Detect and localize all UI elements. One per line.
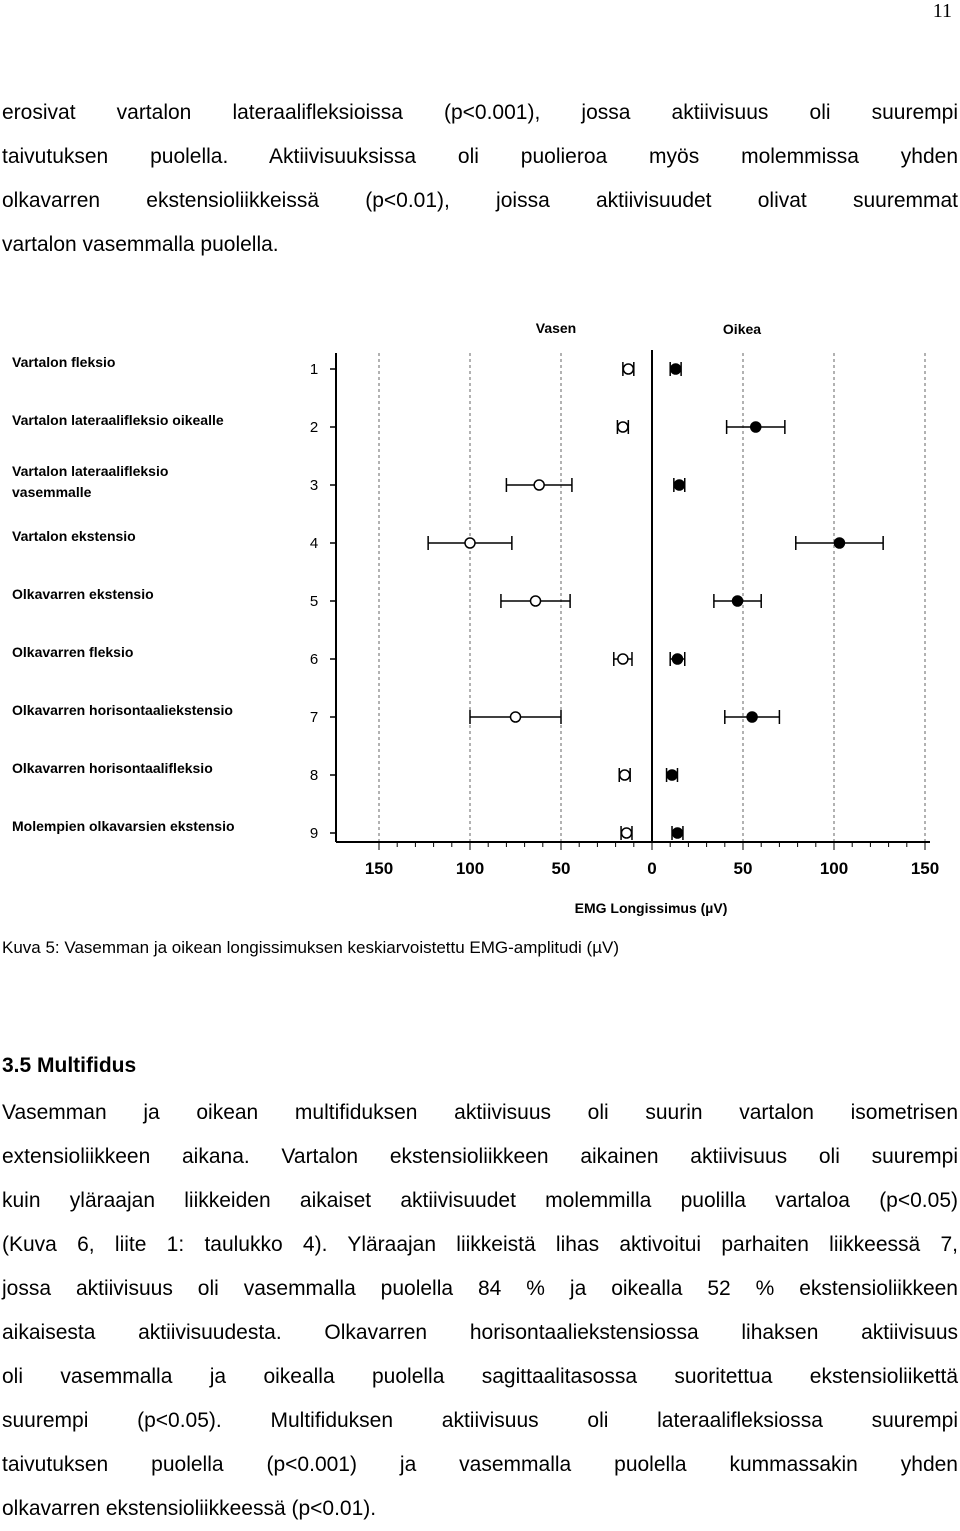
x-tick-label: 100 — [455, 859, 485, 878]
text-line: aikaisesta aktiivisuudesta. Olkavarren horisontaaliekstensiossa lihaksen aktiivisuus — [2, 1321, 958, 1344]
x-tick-label: 150 — [364, 859, 394, 878]
intro-paragraph — [2, 91, 958, 267]
section-heading: 3.5 Multifidus — [2, 1054, 137, 1077]
header-vasen: Vasen — [535, 320, 577, 336]
right-side-point — [733, 596, 743, 606]
text-line: taivutuksen puolella. Aktiivisuuksissa oli puolieroa myös molemmissa yhden — [2, 145, 958, 168]
left-side-point — [511, 712, 521, 722]
row-number: 9 — [309, 825, 319, 842]
category-label: Olkavarren ekstensio — [12, 586, 154, 602]
left-side-point — [465, 538, 475, 548]
right-side-point — [672, 828, 682, 838]
text-line: (Kuva 6, liite 1: taulukko 4). Yläraajan liikkeistä lihas aktivoitui parhaiten liikkeessä 7, — [2, 1233, 958, 1256]
category-label: Vartalon lateraalifleksio oikealle — [12, 412, 224, 428]
row-number: 2 — [309, 419, 319, 436]
right-side-point — [674, 480, 684, 490]
text-line: taivutuksen puolella (p<0.001) ja vasemmalla puolella kummassakin yhden — [2, 1453, 958, 1476]
row-number: 5 — [309, 593, 319, 610]
header-oikea: Oikea — [722, 321, 762, 337]
emg-longissimus-chart — [0, 308, 960, 928]
category-label: Vartalon fleksio — [12, 354, 116, 370]
right-side-point — [667, 770, 677, 780]
category-label: vasemmalle — [12, 484, 92, 500]
text-line: kuin yläraajan liikkeiden aikaiset aktiivisuudet molemmilla puolilla vartaloa (p<0.05) — [2, 1189, 958, 1212]
x-axis-title: EMG Longissimus (µV) — [574, 900, 728, 916]
left-side-point — [618, 422, 628, 432]
text-line: jossa aktiivisuus oli vasemmalla puolella 84 % ja oikealla 52 % ekstensioliikkeen — [2, 1277, 958, 1300]
right-side-point — [834, 538, 844, 548]
text-line: suurempi (p<0.05). Multifiduksen aktiivisuus oli lateraalifleksiossa suurempi — [2, 1409, 958, 1432]
left-side-point — [534, 480, 544, 490]
row-number: 8 — [309, 767, 319, 784]
left-side-point — [620, 770, 630, 780]
category-label: Olkavarren fleksio — [12, 644, 134, 660]
page-number: 11 — [932, 0, 952, 22]
category-label: Vartalon lateraalifleksio — [12, 463, 169, 479]
category-label: Molempien olkavarsien ekstensio — [12, 818, 235, 834]
right-side-point — [747, 712, 757, 722]
row-number: 4 — [309, 535, 319, 552]
text-line: olkavarren ekstensioliikkeissä (p<0.01), joissa aktiivisuudet olivat suuremmat — [2, 189, 958, 212]
x-tick-label: 0 — [647, 859, 657, 878]
category-label: Vartalon ekstensio — [12, 528, 136, 544]
category-label: Olkavarren horisontaaliekstensio — [12, 702, 233, 718]
text-line: extensioliikkeen aikana. Vartalon ekstensioliikkeen aikainen aktiivisuus oli suurempi — [2, 1145, 958, 1168]
x-tick-label: 50 — [733, 859, 753, 878]
right-side-point — [672, 654, 682, 664]
body-paragraph — [2, 1091, 958, 1531]
x-tick-label: 50 — [551, 859, 571, 878]
text-line: Vasemman ja oikean multifiduksen aktiivisuus oli suurin vartalon isometrisen — [2, 1101, 958, 1124]
text-line: oli vasemmalla ja oikealla puolella sagittaalitasossa suoritettua ekstensioliikettä — [2, 1365, 958, 1388]
text-line: vartalon vasemmalla puolella. — [2, 233, 279, 256]
text-line: erosivat vartalon lateraalifleksioissa (p<0.001), jossa aktiivisuus oli suurempi — [2, 101, 958, 124]
right-side-point — [671, 364, 681, 374]
left-side-point — [622, 828, 632, 838]
row-number: 1 — [309, 361, 319, 378]
right-side-point — [751, 422, 761, 432]
left-side-point — [618, 654, 628, 664]
category-label: Olkavarren horisontaalifleksio — [12, 760, 213, 776]
text-line: olkavarren ekstensioliikkeessä (p<0.01). — [2, 1497, 377, 1520]
row-number: 3 — [309, 477, 319, 494]
left-side-point — [623, 364, 633, 374]
x-tick-label: 100 — [819, 859, 849, 878]
figure-caption: Kuva 5: Vasemman ja oikean longissimuksen keskiarvoistettu EMG-amplitudi (µV) — [2, 938, 620, 957]
x-tick-label: 150 — [910, 859, 940, 878]
row-number: 7 — [309, 709, 319, 726]
row-number: 6 — [309, 651, 319, 668]
left-side-point — [531, 596, 541, 606]
